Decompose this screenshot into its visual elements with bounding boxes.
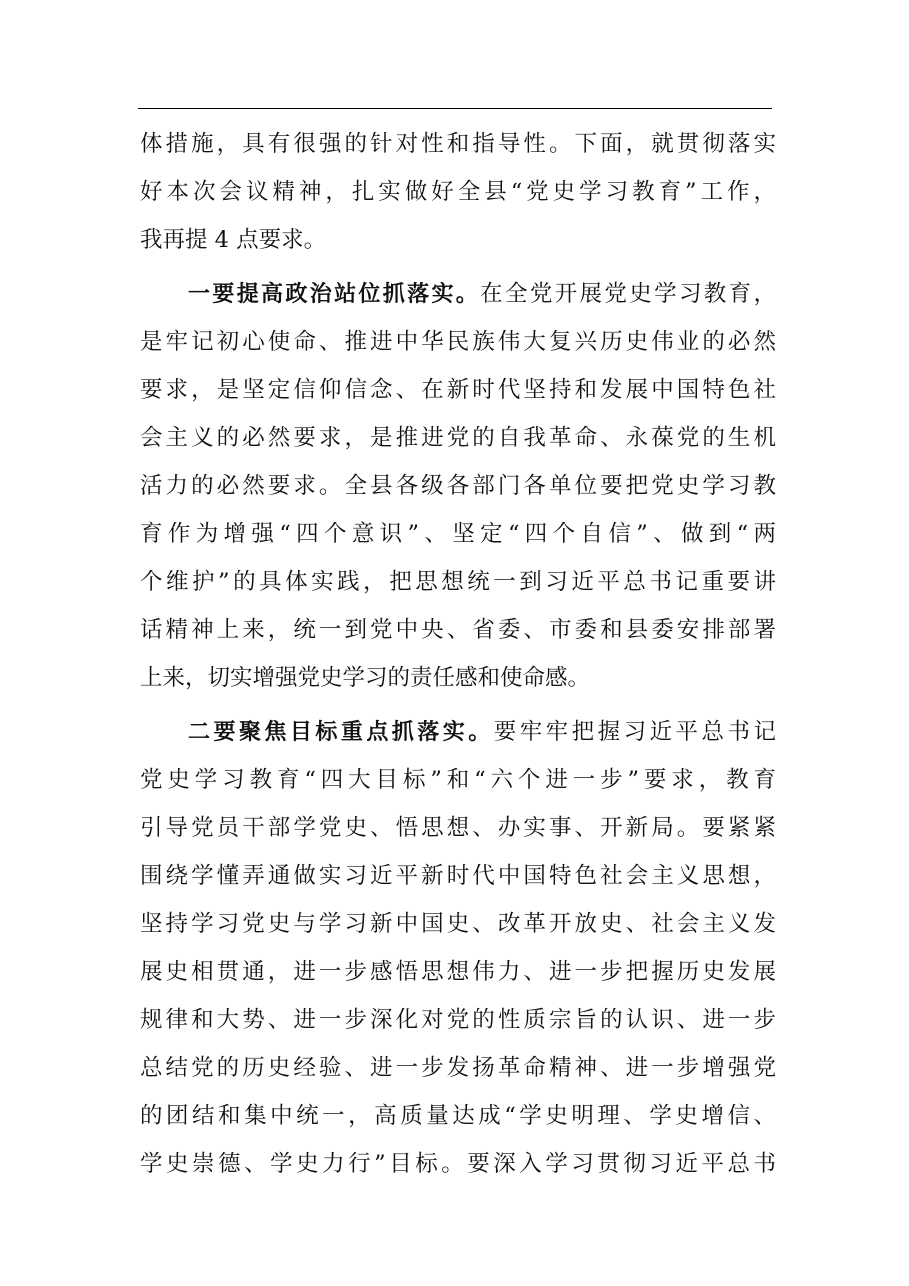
section1-line: 上来，切实增强党史学习的责任感和使命感。 bbox=[140, 665, 591, 691]
document-body bbox=[140, 120, 776, 1188]
section1-line: 个维护”的具体实践，把思想统一到习近平总书记重要讲 bbox=[140, 569, 776, 595]
section2-line: 学史崇德、学史力行”目标。要深入学习贯彻习近平总书 bbox=[140, 1151, 776, 1177]
section2-line: 党史学习教育“四大目标”和“六个进一步”要求，教育 bbox=[140, 767, 776, 793]
header-rule bbox=[138, 108, 772, 109]
section2-line: 的团结和集中统一，高质量达成“学史明理、学史增信、 bbox=[140, 1103, 776, 1129]
section1-line: 要求，是坚定信仰信念、在新时代坚持和发展中国特色社 bbox=[140, 377, 776, 403]
section2-line: 坚持学习党史与学习新中国史、改革开放史、社会主义发 bbox=[140, 911, 776, 937]
section1-first-line bbox=[140, 270, 776, 318]
intro-line-1: 体措施，具有很强的针对性和指导性。下面，就贯彻落实 bbox=[140, 131, 776, 157]
section1-line: 是牢记初心使命、推进中华民族伟大复兴历史伟业的必然 bbox=[140, 329, 776, 355]
section2-first-line bbox=[140, 708, 776, 756]
section2-first-line-text: 要牢牢把握习近平总书记 bbox=[493, 719, 776, 745]
intro-line-2: 好本次会议精神，扎实做好全县“党史学习教育”工作， bbox=[140, 179, 776, 205]
section2-line: 引导党员干部学党史、悟思想、办实事、开新局。要紧紧 bbox=[140, 815, 776, 841]
section2-line: 围绕学懂弄通做实习近平新时代中国特色社会主义思想， bbox=[140, 863, 776, 889]
section1-line: 会主义的必然要求，是推进党的自我革命、永葆党的生机 bbox=[140, 425, 776, 451]
section1-line: 育作为增强“四个意识”、坚定“四个自信”、做到“两 bbox=[140, 521, 776, 547]
section2-line: 展史相贯通，进一步感悟思想伟力、进一步把握历史发展 bbox=[140, 959, 776, 985]
section1-line: 话精神上来，统一到党中央、省委、市委和县委安排部署 bbox=[140, 617, 776, 643]
section1-heading: 一要提高政治站位抓落实。 bbox=[188, 282, 481, 307]
intro-line-3: 我再提 4 点要求。 bbox=[140, 227, 327, 253]
section2-heading: 二要聚焦目标重点抓落实。 bbox=[188, 720, 494, 745]
section1-first-line-text: 在全党开展党史学习教育， bbox=[480, 281, 776, 307]
section2-line: 总结党的历史经验、进一步发扬革命精神、进一步增强党 bbox=[140, 1055, 776, 1081]
section1-line: 活力的必然要求。全县各级各部门各单位要把党史学习教 bbox=[140, 473, 776, 499]
section2-line: 规律和大势、进一步深化对党的性质宗旨的认识、进一步 bbox=[140, 1007, 776, 1033]
